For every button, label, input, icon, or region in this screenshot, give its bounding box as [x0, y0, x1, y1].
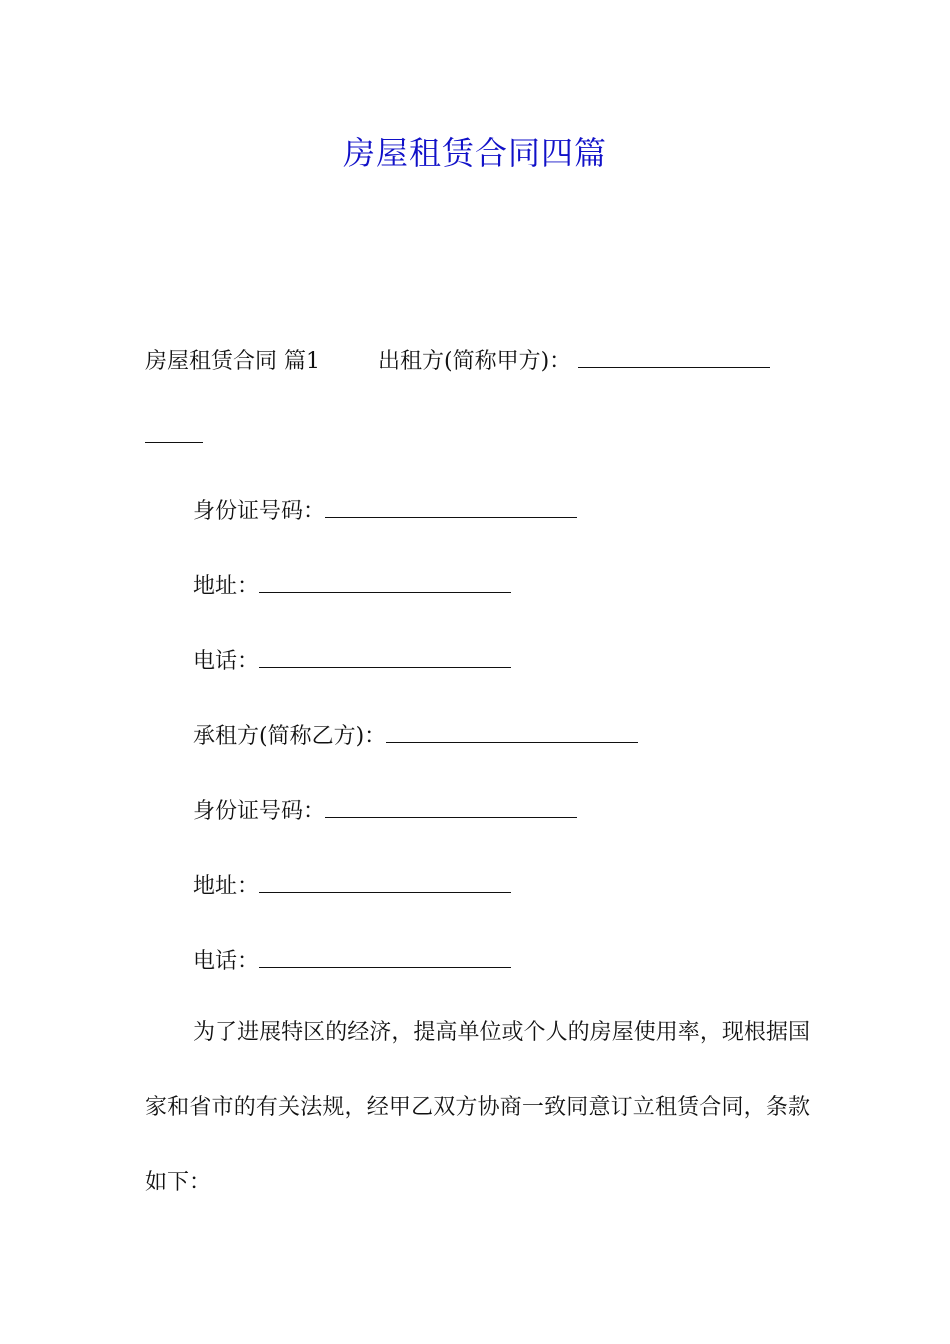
heading-line	[145, 345, 770, 377]
lessor-phone-line	[193, 645, 511, 677]
intro-paragraph: 为了进展特区的经济，提高单位或个人的房屋使用率，现根据国家和省市的有关法规，经甲乙双方协商一致同意订立租赁合同，条款如下：	[145, 1020, 810, 1195]
lessor-phone-blank[interactable]	[259, 645, 511, 668]
lessee-label: 承租方(简称乙方)：	[193, 724, 387, 749]
lessee-id-blank[interactable]	[325, 795, 577, 818]
lessee-phone-label: 电话：	[193, 949, 260, 974]
section-heading: 房屋租赁合同 篇1	[145, 349, 320, 374]
lessor-phone-label: 电话：	[193, 649, 260, 674]
lessor-label: 出租方(简称甲方)：	[378, 349, 572, 374]
lessor-name-blank[interactable]	[578, 345, 770, 368]
lessor-name-blank-continued[interactable]	[145, 420, 203, 443]
lessor-name-blank-continued-line	[145, 420, 203, 452]
lessee-line	[193, 720, 638, 752]
lessee-id-label: 身份证号码：	[193, 799, 326, 824]
lessee-phone-line	[193, 945, 511, 977]
lessee-name-blank[interactable]	[386, 720, 638, 743]
lessee-address-line	[193, 870, 511, 902]
lessor-id-label: 身份证号码：	[193, 499, 326, 524]
lessee-phone-blank[interactable]	[259, 945, 511, 968]
lessee-id-line	[193, 795, 577, 827]
lessor-id-blank[interactable]	[325, 495, 577, 518]
lessor-address-line	[193, 570, 511, 602]
document-title: 房屋租赁合同四篇	[342, 134, 607, 172]
lessee-address-label: 地址：	[193, 874, 260, 899]
lessor-address-blank[interactable]	[259, 570, 511, 593]
lessor-id-line	[193, 495, 577, 527]
lessor-address-label: 地址：	[193, 574, 260, 599]
lessee-address-blank[interactable]	[259, 870, 511, 893]
